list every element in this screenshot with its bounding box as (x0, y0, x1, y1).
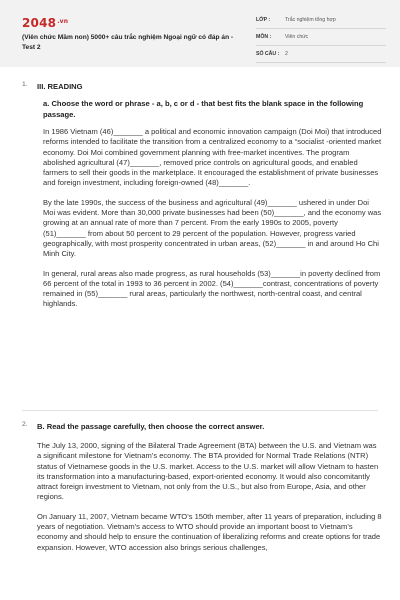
meta-row-socau (256, 49, 386, 63)
question-title: B. Read the passage carefully, then choose the correct answer. (37, 422, 265, 431)
meta-panel (256, 15, 386, 66)
question-1 (22, 81, 382, 310)
meta-value-lop: Trắc nghiệm tổng hợp (285, 17, 336, 23)
question-body (37, 81, 382, 310)
question-2 (22, 421, 382, 553)
logo-text: 2048 (22, 16, 57, 30)
question-body (37, 421, 382, 553)
question-instruction: a. Choose the word or phrase - a, b, c or d - that best fits the blank space in the following passage. (43, 99, 364, 119)
meta-value-mon: Viên chức (285, 34, 309, 40)
meta-label-lop: LỚP : (256, 17, 271, 23)
document-header (0, 0, 400, 67)
passage-paragraph: In general, rural areas also made progress, as rural households (53)_______in poverty declined from 66 percent of the total in 1993 to 36 percent in 2002. (54)_______contrast, concentrations of poverty remained in (55)_______ rural areas, particularly the northwest, north-central coast, and central highlands. (43, 268, 381, 309)
reading-passage (37, 441, 382, 553)
question-title: III. READING (37, 82, 83, 91)
meta-row-lop (256, 15, 386, 29)
meta-label-mon: MÔN : (256, 34, 272, 40)
meta-row-mon (256, 32, 386, 46)
passage-paragraph: On January 11, 2007, Vietnam became WTO’s 150th member, after 11 years of preparation, including 8 years of negotiation. Vietnam’s access to WTO should provide an important boost to Vietnam’s economy and should help to ensure the continuation of liberalizing reforms and create options for trade expansion. However, WTO accession also brings serious challenges, (37, 511, 382, 552)
document-title: (Viên chức Mầm non) 5000+ câu trắc nghiệm Ngoại ngữ có đáp án - Test 2 (22, 34, 234, 51)
question-divider (22, 410, 378, 411)
meta-value-socau: 2 (285, 51, 288, 57)
logo-suffix: .vn (57, 18, 69, 25)
meta-label-socau: SỐ CÂU : (256, 51, 280, 57)
passage-paragraph: The July 13, 2000, signing of the Bilateral Trade Agreement (BTA) between the U.S. and Vietnam was a significant milestone for Vietnam’s economy. The BTA provided for Normal Trade Relations (NTR) status of Vietnamese goods in the U.S. market. Access to the U.S. market will allow Vietnam to hasten its transformation into a manufacturing-based, export-oriented economy. It would also concomitantly attract foreign investment to Vietnam, not only from the U.S., but also from Europe, Asia, and other regions. (37, 441, 379, 502)
passage-paragraph: In 1986 Vietnam (46)_______ a political and economic innovation campaign (Doi Moi) that introduced reforms intended to facilitate the transition from a centralized economy to a “socialist -oriented market economy. Doi Moi combined government planning with free-market incentives. The program abolished agricultural (47)_______, removed price controls on agricultural goods, and enabled farmers to sell their goods in the marketplace. It encouraged the establishment of private businesses and foreign investment, including foreign-owned (48)_______. (43, 127, 382, 188)
reading-passage (43, 127, 382, 310)
passage-paragraph: By the late 1990s, the success of the business and agricultural (49)_______ ushered in under Doi Moi was evident. More than 30,000 private businesses had been (50)_______, and the economy was growing at an annual rate of more than 7 percent. From the early 1990s to 2005, poverty (51)_______ from about 50 percent to 29 percent of the population. However, progress varied geographically, with most prosperity concentrated in urban areas, (52)_______ in and around Ho Chi Minh City. (43, 197, 382, 259)
question-number: 2. (22, 421, 28, 428)
site-logo[interactable] (22, 16, 68, 30)
question-number: 1. (22, 81, 28, 88)
